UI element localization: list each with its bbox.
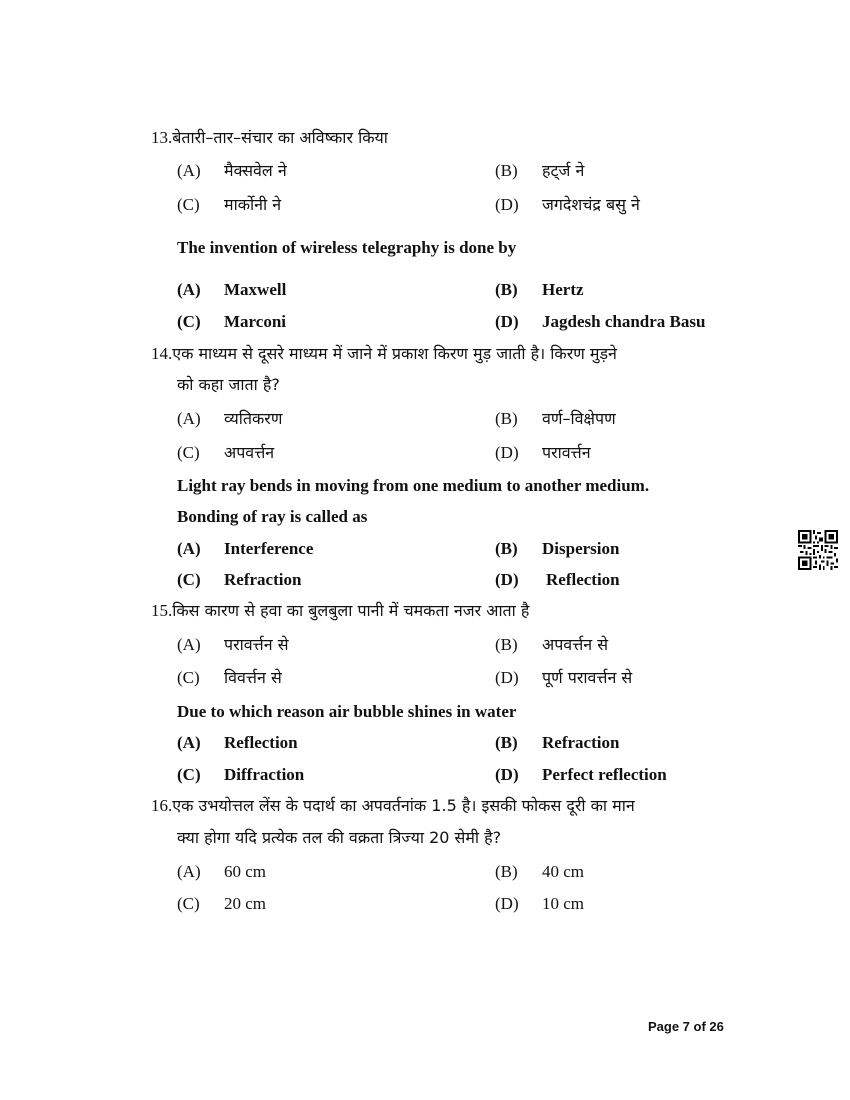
q14-english-option-c: (C) Refraction	[177, 570, 302, 589]
question-14-hindi-line1: 14.एक माध्यम से दूसरे माध्यम में जाने में प्रकाश किरण मुड़ जाती है। किरण मुड़ने	[151, 344, 617, 363]
question-14-hindi-line2: को कहा जाता है?	[177, 375, 280, 394]
q13-hindi-option-c: (C) मार्कोनी ने	[177, 195, 282, 214]
q13-hindi-option-b: (B) हट्‌र्ज ने	[495, 161, 585, 180]
question-16-hindi-line1: 16.एक उभयोत्तल लेंस के पदार्थ का अपवर्तनांक 1.5 है। इसकी फोकस दूरी का मान	[151, 796, 635, 815]
q13-hindi-option-d: (D) जगदेशचंद्र बसु ने	[495, 195, 640, 214]
q16-option-b: (B) 40 cm	[495, 862, 585, 881]
question-14-english-line1: Light ray bends in moving from one medium to another medium.	[177, 476, 650, 495]
q16-option-a: (A) 60 cm	[177, 862, 267, 881]
page-number: Page 7 of 26	[648, 1019, 724, 1034]
q14-hindi-option-d: (D) परावर्त्तन	[495, 443, 591, 462]
q14-english-option-b: (B) Dispersion	[495, 539, 620, 558]
question-15-hindi: 15.किस कारण से हवा का बुलबुला पानी में चमकता नजर आता है	[151, 601, 530, 620]
q15-hindi-option-a: (A) परावर्त्तन से	[177, 635, 289, 654]
q14-hindi-option-b: (B) वर्ण–विक्षेपण	[495, 409, 616, 428]
q13-hindi-option-a: (A) मैक्सवेल ने	[177, 161, 287, 180]
q15-english-option-c: (C) Diffraction	[177, 765, 305, 784]
q13-english-option-d: (D) Jagdesh chandra Basu	[495, 312, 706, 331]
question-15-english: Due to which reason air bubble shines in water	[177, 702, 517, 721]
q15-english-option-d: (D) Perfect reflection	[495, 765, 667, 784]
q15-english-option-b: (B) Refraction	[495, 733, 620, 752]
q16-option-d: (D) 10 cm	[495, 894, 585, 913]
q16-option-c: (C) 20 cm	[177, 894, 267, 913]
q14-hindi-option-c: (C) अपवर्त्तन	[177, 443, 275, 462]
qr-code-icon	[798, 530, 838, 570]
q14-hindi-option-a: (A) व्यतिकरण	[177, 409, 283, 428]
q13-english-option-b: (B) Hertz	[495, 280, 584, 299]
q14-english-option-d: (D) Reflection	[495, 570, 620, 589]
question-14-english-line2: Bonding of ray is called as	[177, 507, 368, 526]
q15-hindi-option-d: (D) पूर्ण परावर्त्तन से	[495, 668, 633, 687]
q13-english-option-c: (C) Marconi	[177, 312, 287, 331]
question-16-hindi-line2: क्या होगा यदि प्रत्येक तल की वक्रता त्रिज्या 20 सेमी है?	[177, 828, 502, 847]
question-13-english: The invention of wireless telegraphy is done by	[177, 238, 517, 257]
question-13-hindi: 13.बेतारी–तार–संचार का अविष्कार किया	[151, 128, 388, 147]
q14-english-option-a: (A) Interference	[177, 539, 314, 558]
q15-hindi-option-c: (C) विवर्त्तन से	[177, 668, 282, 687]
q13-english-option-a: (A) Maxwell	[177, 280, 287, 299]
q15-english-option-a: (A) Reflection	[177, 733, 298, 752]
q15-hindi-option-b: (B) अपवर्त्तन से	[495, 635, 609, 654]
